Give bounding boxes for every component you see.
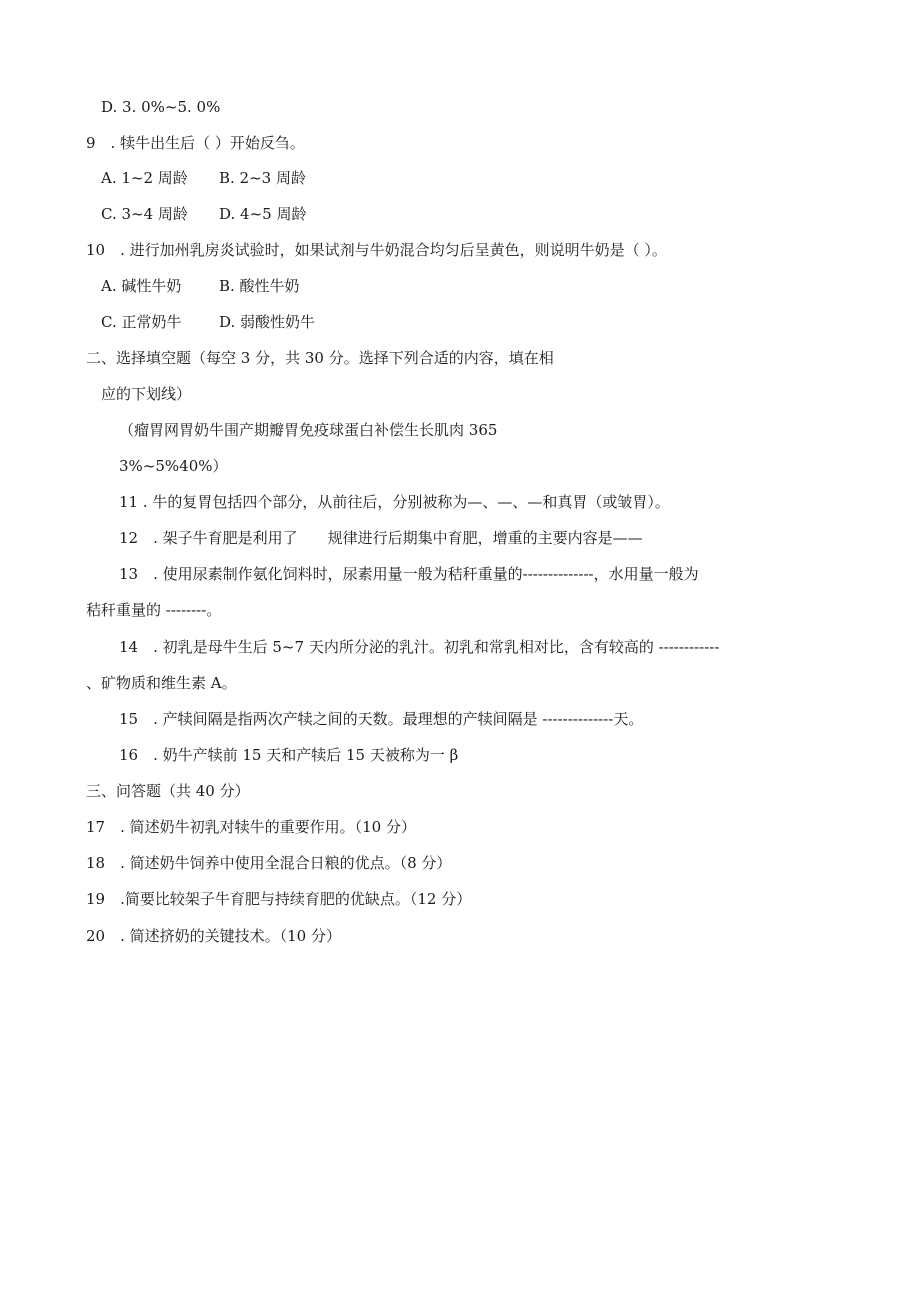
q10-option-d: D. 弱酸性奶牛 xyxy=(219,313,316,331)
q17: 17 . 简述奶牛初乳对犊牛的重要作用。（10 分） xyxy=(86,818,416,836)
q9-option-b: B. 2~3 周龄 xyxy=(219,169,306,187)
q10-option-c: C. 正常奶牛 xyxy=(101,313,182,331)
q13: 13 . 使用尿素制作氨化饲料时，尿素用量一般为秸秆重量的--------------，水用量一般为 xyxy=(119,565,699,583)
q10-stem: 10 . 进行加州乳房炎试验时，如果试剂与牛奶混合均匀后呈黄色，则说明牛奶是（ ）。 xyxy=(86,241,667,259)
section3-heading: 三、问答题（共 40 分） xyxy=(86,782,250,800)
section2-heading: 二、选择填空题（每空 3 分，共 30 分。选择下列合适的内容，填在相 xyxy=(86,349,554,367)
q9-option-d: D. 4~5 周龄 xyxy=(219,205,307,223)
q19: 19 .简要比较架子牛育肥与持续育肥的优缺点。（12 分） xyxy=(86,890,472,908)
q9-option-a: A. 1~2 周龄 xyxy=(101,169,188,187)
q14-cont: 、矿物质和维生素 A。 xyxy=(86,674,237,692)
q14: 14 . 初乳是母牛生后 5~7 天内所分泌的乳汁。初乳和常乳相对比，含有较高的 ------------ xyxy=(119,638,720,656)
section2-heading-cont: 应的下划线） xyxy=(101,385,192,403)
q10-option-a: A. 碱性牛奶 xyxy=(101,277,182,295)
q9-option-c: C. 3~4 周龄 xyxy=(101,205,188,223)
q10-option-b: B. 酸性牛奶 xyxy=(219,277,300,295)
q18: 18 . 简述奶牛饲养中使用全混合日粮的优点。（8 分） xyxy=(86,854,452,872)
word-bank: （瘤胃网胃奶牛围产期瓣胃免疫球蛋白补偿生长肌肉 365 xyxy=(119,421,498,439)
q11: 11 . 牛的复胃包括四个部分，从前往后，分别被称为—、—、—和真胃（或皱胃）。 xyxy=(119,493,670,511)
word-bank-cont: 3%~5%40%） xyxy=(119,457,228,475)
q12: 12 . 架子牛育肥是利用了 规律进行后期集中育肥，增重的主要内容是—— xyxy=(119,529,643,547)
q9-stem: 9 . 犊牛出生后（ ）开始反刍。 xyxy=(86,134,305,152)
q15: 15 . 产犊间隔是指两次产犊之间的天数。最理想的产犊间隔是 --------------天。 xyxy=(119,710,644,728)
q8-option-d: D. 3. 0%~5. 0% xyxy=(101,98,221,116)
q16: 16 . 奶牛产犊前 15 天和产犊后 15 天被称为一 β xyxy=(119,746,459,764)
q13-cont: 秸秆重量的 --------。 xyxy=(86,601,222,619)
q20: 20 . 简述挤奶的关键技术。（10 分） xyxy=(86,927,341,945)
